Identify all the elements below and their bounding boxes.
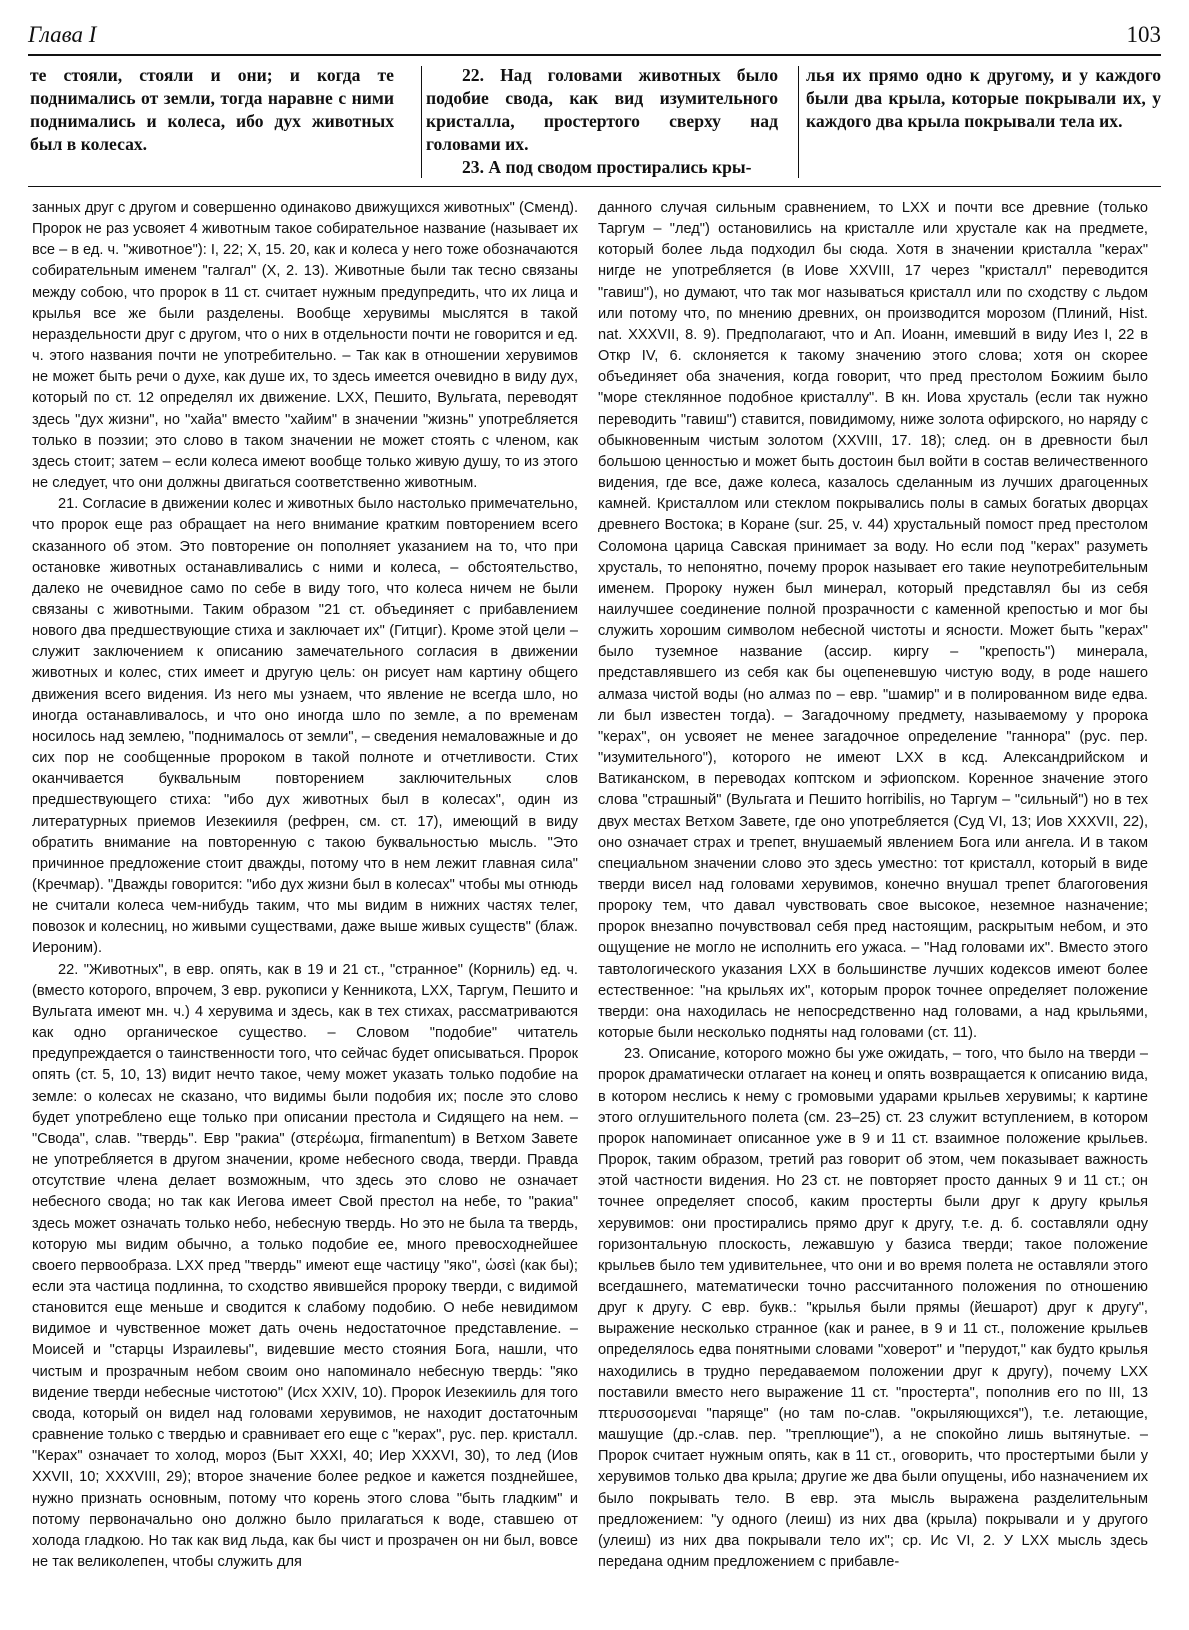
page-number: 103 (1126, 22, 1161, 47)
scripture-column-2 (426, 64, 778, 179)
verse-22: 22. Над головами животных было подобие свода, как вид изумительного кристалла, простертого сверху над головами их. (426, 65, 778, 154)
verse-23: 23. А под сводом простирались кры- (462, 157, 752, 177)
scripture-column-1 (30, 64, 394, 156)
scripture-rule (28, 186, 1161, 187)
commentary-left-column (32, 198, 578, 1573)
column-divider-1 (421, 66, 422, 178)
header-rule (28, 54, 1161, 56)
commentary-paragraph-v23: 23. Описание, которого можно бы уже ожидать, – того, что было на тверди – пророк драматически отлагает на конец и опять возвращается к описанию вида, в котором неслись к нему с громовыми ударами крыльев херувимы; к картине этого оглушительного полета (см. 23–25) ст. 23 служит вступлением, в котором пророк напоминает описанное уже в 9 и 11 ст. взаимное положение крыльев. Пророк, таким образом, третий раз говорит об этом, чем показывает важность этой частности видения. Но 23 ст. не повторяет просто данных 9 и 11 ст.; он точнее определяет способ, каким простерты были друг к другу крылья херувимов: они простирались прямо друг к другу, т.е. д. б. составляли одну горизонтальную плоскость, лежавшую у базиса тверди; такое положение крыльев было тем удивительнее, что они и во время полета не оставляли этого всегдашнего, математически точно рассчитанного положения по отношению друг к другу. С евр. букв.: "крылья были прямы (йешарот) друг к другу", выражение несколько странное (как и ранее, в 9 и 11 ст., положение крыльев определялось едва понятными словами "ховерот" и "перудот," как будто крылья находились в трудно передаваемом положении друг к другу), почему LXX поставили вместо него выражение 11 ст. "простерта", пополнив его по III, 13 πτερυσσομεναι "паряще" (но там по-слав. "окрыляющихся"), т.е. летающие, машущие (др.-слав. пер. "треплющие"), а не спокойно лишь вытянутые. – Пророк считает нужным опять, как в 11 ст., оговорить, что простертыми были у херувимов только два крыла; другие же два были опущены, ибо назначением их было покрывать тело. В евр. эта мысль выражена разделительным предложением: "у одного (леиш) из них два (крыла) покрывали и у другого (улеиш) из них два покрывали тело их"; ср. Ис VI, 2. У LXX мысль здесь передана одним предложением с прибавле- (598, 1046, 1148, 1570)
scripture-col3-text: лья их прямо одно к другому, и у каждого были два крыла, которые покрывали их, у каждого два крыла покрывали тела их. (806, 65, 1161, 131)
scripture-text (28, 64, 1161, 177)
commentary-paragraph-v22: 22. "Животных", в евр. опять, как в 19 и 21 ст., "странное" (Корниль) ед. ч. (вместо которого, впрочем, 3 евр. рукописи у Кенникота, LXX, Таргум, Пешито и Вульгата имеют мн. ч.) 4 херувима и здесь, как в тех стихах, рассматриваются как одно органическое существо. – Словом "подобие" читатель предупреждается о таинственности того, что сейчас будет описываться. Пророк опять (ст. 5, 10, 13) видит нечто такое, чему может указать только подобие на земле: о колесах не сказано, что видимы были подобия их; после это слово будет употреблено еще только при описании престола и Сидящего на нем. – "Свода", слав. "твердь". Евр "ракиа" (στερέωμα, firmanentum) в Ветхом Завете не употребляется в другом значении, кроме небесного свода, тверди. Правда отсутствие члена делает возможным, что здесь это слово не означает небесного свода; но так как Иегова имеет Свой престол на небе, то "ракиа" здесь может означать только небо, небесную твердь. Но это не была та твердь, которую мы видим обычно, а только подобие ее, много превосходнейшее своего первообраза. LXX пред "твердь" имеют еще частицу "яко", ὡσεὶ (как бы); если эта частица подлинна, то сходство явившейся пророку тверди, с видимой становится еще меньше и сводится к слабому подобию. О небе невидимом видимое и чувственное может дать очень недостаточное представление. – Моисей и "старцы Израилевы", видевшие место стояния Бога, нашли, что чистым и прозрачным небом своим оно напоминало небесную твердь: "яко видение тверди небесные чистотою" (Исх XXIV, 10). Пророк Иезекииль для того свода, который он видел над головами херувимов, не находит достаточным сравнение только с твердью и сравнивает его еще с "керах", рус. пер. кристалл. "Керах" означает то холод, мороз (Быт XXXI, 40; Иер XXXVI, 30), то лед (Иов XXVII, 10; XXXVIII, 29); второе значение более редкое и кажется позднейшее, нужно признать основным, потому что корень этого слова "быть гладким" и потому первоначально оно должно было прилагаться к воде, ставшею от холода гладкою. Но так как вид льда, как бы чист и прозрачен он ни был, вовсе не так великолепен, чтобы служить для (32, 961, 578, 1570)
commentary-right-column (598, 198, 1148, 1573)
column-divider-2 (798, 66, 799, 178)
commentary-paragraph: данного случая сильным сравнением, то LXX и почти все древние (только Таргум – "лед") остановились на кристалле или хрустале как на предмете, который более льда подходил бы сюда. Хотя в значении кристалла "керах" нигде не употребляется (в Иове XXVIII, 17 через "кристалл" переводится "гавиш"), но думают, что так мог называться кристалл или по сходству с льдом или потому что, по мнению древних, он производится морозом (Плиний, Hist. nat. XXXVII, 8. 9). Предполагают, что и Ап. Иоанн, имевший в виду Иез I, 22 в Откр IV, 6. склоняется к такому значению этого слова; хотя он скорее объединяет оба значения, когда говорит, что пред престолом Божиим было "море стеклянное подобное кристаллу". В кн. Иова хрусталь (если так нужно переводить "гавиш") ставится, повидимому, ниже золота офирского, но наряду с обыкновенным чистым золотом (XXVIII, 17. 18); след. он в древности был большою ценностью и может быть достоин был войти в состав величественного видения, где все, даже колеса, казалось сделанным из лучших драгоценных камней. Кристаллом или стеклом покрывались полы в самых богатых дворцах древнего Востока; в Коране (sur. 25, v. 44) хрустальный помост пред престолом Соломона царица Савская принимает за воду. Но если под "керах" разуметь хрусталь, то непонятно, почему пророк называет его такие неупотребительным именем. Пророку нужен был минерал, который представлял бы из себя наилучшее соединение полной прозрачности с каменной крепостью и мог бы служить хорошим символом небесной чистоты и ясности. Может быть "керах" было туземное название (ассир. киргу – "крепость") минерала, представлявшего из себя как бы оцепеневшую чистую воду, в роде нашего алмаза чистой воды (но алмаз по – евр. "шамир" и в полированном виде едва. ли был известен тогда). – Загадочному предмету, называемому у пророка "керах", он усвояет не менее загадочное определение "ганнора" (рус. пер. "изумительного"), которого не имеют LXX в ксд. Александрийском и Ватиканском, в переводах коптском и эфиопском. Коренное значение этого слова "страшный" (Вульгата и Пешито horribilis, но Таргум – "сильный") но в тех двух местах Ветхом Завете, где оно употребляется (Суд VI, 13; Иов XXXVII, 22), оно означает страх и трепет, внушаемый явлением Бога или ангела. И в таком специальном значении слово это здесь уместно: тот кристалл, который в виде тверди висел над головами херувимов, конечно внушал трепет благоговения пророку тем, что давал чувствовать свое высокое, неземное назначение; пророк внезапно почувствовал себя пред настоящим, раскрытым небом, и это ощущение не могло не исполнить его ужаса. – "Над головами их". Вместо этого тавтологического указания LXX в большинстве лучших кодексов имеют более естественное: "на крыльях их", которым пророк точнее определяет положение тверди: она находилась не непосредственно над головами, а над крыльями, которые были несколько подняты над головами (ст. 11). (598, 200, 1148, 1042)
scripture-column-3 (806, 64, 1161, 133)
chapter-title: Глава I (28, 22, 97, 47)
page-header (28, 18, 1161, 56)
commentary-paragraph: занных друг с другом и совершенно одинаково движущихся животных" (Сменд). Пророк не раз усвояет 4 животным такое собирательное название (называет их все – в ед. ч. "животное"): I, 22; X, 15. 20, как и колеса у него тоже обозначаются собирательным именем "галгал" (X, 2. 13). Животные были так тесно связаны между собою, что пророк в 11 ст. считает нужным предупредить, что их лица и крылья все же были разделены. Вообще херувимы мыслятся в такой нераздельности друг с другом, что о них в отдельности почти не говорится и ед. ч. этого названия почти не употребительно. – Так как в отношении херувимов не может быть речи о духе, как душе их, то здесь имеется очевидно в виду дух, который по ст. 12 определял их движение. LXX, Пешито, Вульгата, переводят здесь "дух жизни", но "хайа" вместо "хайим" в значении "жизнь" употребляется только в поэзии; это слово в таком значении не может стоять с членом, как здесь стоит; затем – если колеса имеют вообще только живую душу, то из этого не следует, что они должны двигаться соответственно животным. (32, 200, 578, 492)
commentary-paragraph-v21: 21. Согласие в движении колес и животных было настолько примечательно, что пророк еще раз обращает на него внимание кратким повторением всего сказанного об этом. Это повторение он пополняет указанием на то, что при остановке животных останавливались с ними и колеса, – обстоятельство, далеко не очевидное само по себе в виду того, что колеса ничем не были связаны с животными. Таким образом "21 ст. объединяет с прибавлением нового два предшествующие стиха и заключает их" (Гитциг). Кроме этой цели – служит заключением к описанию замечательного согласия в движении животных и колес, стих имеет и другую цель: он рисует нам картину общего движения всего видения. Из него мы узнаем, что явление не всегда шло, но иногда останавливалось, и что оно иногда шло по земле, а по временам носилось над землею, "поднималось от земли", – сведения немаловажные и до сих пор не сообщенные пророком в такой полноте и отчетливости. Стих оканчивается буквальным повторением заключительных слов предшествующего стиха: "ибо дух животных был в колесах", один из литературных приемов Иезекииля (рефрен, см. ст. 17), имеющий в виду обратить внимание на повторенную с такою буквальностью мысль. "Это причинное предложение стоит дважды, потому что в нем лежит главная сила" (Кречмар). "Дважды говорится: "ибо дух жизни был в колесах" чтобы мы отнюдь не считали колеса чем-нибудь таким, что мы видим в нижних частях телег, повозок и колесниц, но живыми существами, даже выше живых существ" (блаж. Иероним). (32, 496, 578, 957)
scripture-col1-text: те стояли, стояли и они; и когда те поднимались от земли, тогда наравне с ними поднимались и колеса, ибо дух животных был в колесах. (30, 65, 394, 154)
